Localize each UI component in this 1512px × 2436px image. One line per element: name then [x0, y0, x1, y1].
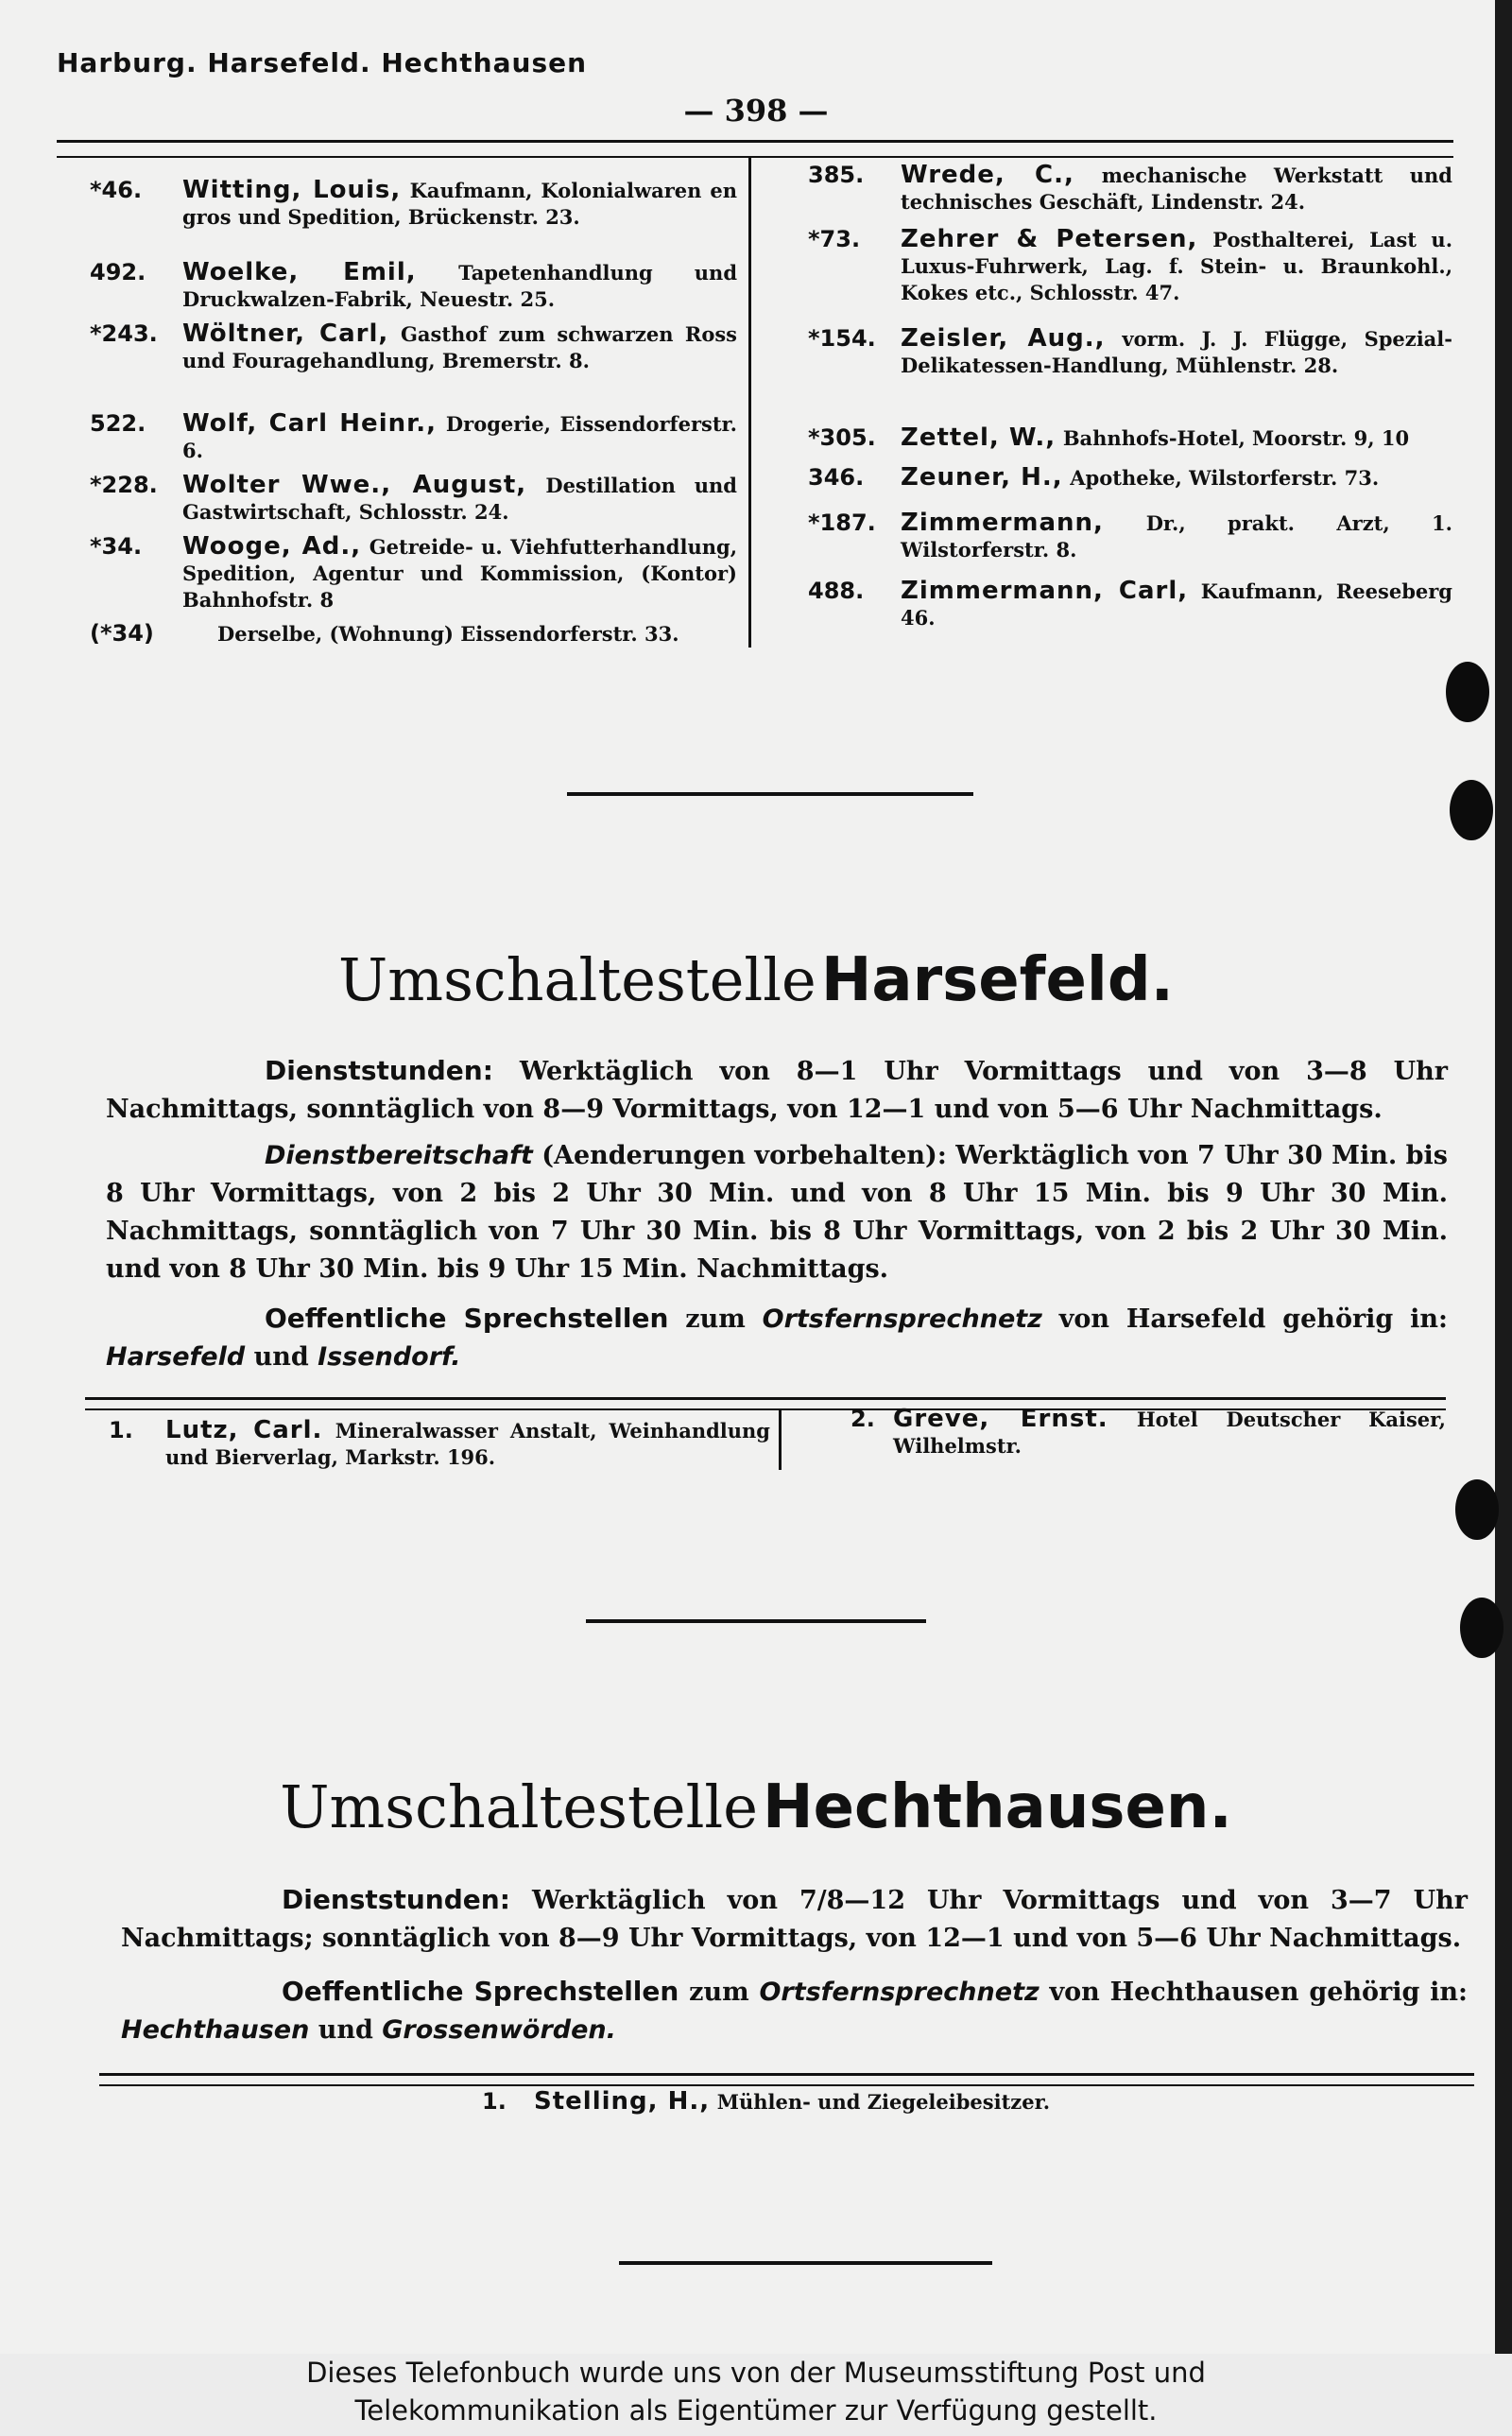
section-separator	[619, 2261, 992, 2265]
list-item	[90, 178, 737, 231]
harsefeld-sprechstellen	[106, 1300, 1448, 1376]
entry-description: vorm. J. J. Flügge, Spezial-Delikatessen-Handlung, Mühlenstr. 28.	[901, 327, 1452, 377]
binding-hole	[1446, 662, 1489, 722]
top-rule	[57, 140, 1453, 143]
entry-number: 385.	[808, 162, 865, 188]
title-heavy: Hechthausen.	[763, 1772, 1232, 1842]
column-divider	[748, 156, 751, 648]
entry-name: Woelke, Emil,	[182, 258, 417, 286]
footer-credit	[0, 2354, 1512, 2436]
label: Oeffentliche Sprechstellen	[265, 1303, 669, 1334]
entry-description: Mühlen- und Ziegeleibesitzer.	[716, 2090, 1051, 2114]
entry-description: Posthalterei, Last u. Luxus-Fuhrwerk, Lag. f. Stein- u. Braunkohl., Kokes etc., Schlosstr. 47.	[901, 228, 1453, 304]
top-rule-thin	[57, 156, 1453, 158]
running-head: Harburg. Harsefeld. Hechthausen	[57, 47, 588, 78]
list-item	[808, 510, 1452, 563]
entry-name: Witting, Louis,	[182, 176, 402, 204]
binding-hole	[1450, 780, 1493, 840]
entry-number: 1.	[482, 2088, 507, 2115]
entry-description: Apotheke, Wilstorferstr. 73.	[1070, 466, 1380, 490]
section-separator	[567, 792, 973, 796]
entry-number: (*34)	[90, 620, 154, 647]
text: und	[253, 1342, 309, 1372]
binding-hole	[1460, 1598, 1503, 1658]
list-item	[90, 260, 737, 313]
entry-number: *228.	[90, 472, 158, 498]
entry-description: Kaufmann, Kolonialwaren en gros und Spedition, Brückenstr. 23.	[182, 179, 737, 229]
place: Harsefeld	[106, 1342, 246, 1372]
footer-line: Telekommunikation als Eigentümer zur Verfügung gestellt.	[354, 2394, 1158, 2427]
text: (Aenderungen vorbehalten): Werktäglich von 7 Uhr 30 Min. bis 8 Uhr Vormittags, von 2 bis 2 Uhr 30 Min. und von 8 Uhr 15 Min. bis 9 Uhr 30 Min. Nachmittags, sonntäglich von 7 Uhr 30 Min. bis 8 Uhr Vormittags, von 2 bis 2 Uhr 30 Min. und von 8 Uhr 30 Min. bis 9 Uhr 15 Min. Nachmittags.	[106, 1141, 1449, 1284]
entry-number: 2.	[850, 1406, 875, 1432]
entry-number: *46.	[90, 177, 143, 203]
entry-name: Wöltner, Carl,	[182, 320, 389, 348]
network-name: Ortsfernsprechnetz	[762, 1304, 1042, 1334]
entry-name: Stelling, H.,	[534, 2087, 711, 2116]
harsefeld-rule	[85, 1397, 1446, 1400]
list-item	[808, 425, 1452, 452]
entry-description: Kaufmann, Reeseberg 46.	[901, 579, 1452, 630]
entry-number: 346.	[808, 464, 865, 491]
entry-number: *187.	[808, 510, 876, 536]
entry-number: *305.	[808, 424, 876, 451]
label: Oeffentliche Sprechstellen	[282, 1976, 679, 2007]
place: Hechthausen	[121, 2015, 310, 2045]
entry-number: 522.	[90, 410, 146, 437]
list-item	[109, 1418, 770, 1471]
place: Grossenwörden.	[382, 2015, 616, 2045]
entry-name: Zimmermann,	[901, 509, 1104, 537]
title-heavy: Harsefeld.	[820, 945, 1174, 1015]
entry-number: *34.	[90, 533, 143, 560]
entry-name: Zeuner, H.,	[901, 463, 1063, 492]
title-light: Umschaltestelle	[338, 945, 816, 1014]
entry-name: Zimmermann, Carl,	[901, 577, 1189, 605]
entry-name: Lutz, Carl.	[165, 1416, 323, 1444]
harsefeld-dienststunden	[106, 1052, 1448, 1129]
entry-number: 492.	[90, 259, 146, 285]
entry-number: 1.	[109, 1417, 133, 1443]
binding-hole	[1455, 1479, 1499, 1540]
label: Dienststunden:	[265, 1055, 493, 1086]
entry-description: Bahnhofs-Hotel, Moorstr. 9, 10	[1062, 426, 1410, 450]
entry-name: Zeisler, Aug.,	[901, 324, 1106, 353]
text: Werktäglich von 8—1 Uhr Vormittags und von 3—8 Uhr Nachmittags, sonntäglich von 8—9 Vormittags, von 12—1 und von 5—6 Uhr Nachmittags.	[106, 1057, 1448, 1124]
network-name: Ortsfernsprechnetz	[759, 1978, 1040, 2007]
entry-number: *73.	[808, 226, 861, 252]
list-item	[808, 227, 1452, 306]
entry-name: Greve, Ernst.	[893, 1405, 1108, 1433]
label: Dienstbereitschaft	[265, 1141, 533, 1170]
list-item	[90, 321, 737, 374]
entry-description: Dr., prakt. Arzt, 1. Wilstorferstr. 8.	[901, 511, 1452, 561]
entry-description: Mineralwasser Anstalt, Weinhandlung und Bierverlag, Markstr. 196.	[165, 1419, 770, 1469]
hechthausen-rule-thin	[99, 2084, 1474, 2086]
entry-name: Wooge, Ad.,	[182, 532, 362, 561]
entry-name: Wrede, C.,	[901, 161, 1074, 189]
entry-name: Wolter Wwe., August,	[182, 471, 527, 499]
list-item	[90, 411, 737, 464]
list-item	[808, 465, 1452, 492]
entry-name: Zehrer & Petersen,	[901, 225, 1198, 253]
entry-number: 488.	[808, 578, 865, 604]
list-item	[850, 1407, 1446, 1460]
text: zum	[689, 1978, 749, 2007]
list-item	[808, 163, 1452, 216]
hechthausen-rule	[99, 2073, 1474, 2076]
hechthausen-dienststunden	[121, 1881, 1468, 1958]
harsefeld-dienstbereitschaft	[106, 1137, 1448, 1288]
page-edge	[1495, 0, 1512, 2354]
text: zum	[685, 1304, 746, 1334]
page-number: — 398 —	[683, 93, 829, 129]
entry-description: Destillation und Gastwirtschaft, Schlosstr. 24.	[182, 474, 737, 524]
entry-description: Hotel Deutscher Kaiser, Wilhelmstr.	[893, 1408, 1446, 1458]
label: Dienststunden:	[282, 1884, 510, 1915]
hechthausen-sprechstellen	[121, 1973, 1468, 2049]
text: von Hechthausen gehörig in:	[1049, 1978, 1469, 2007]
list-item	[90, 473, 737, 526]
text: und	[318, 2015, 373, 2045]
text: von Harsefeld gehörig in:	[1058, 1304, 1449, 1334]
section-title-harsefeld	[0, 945, 1512, 1015]
entry-number: *154.	[808, 325, 876, 352]
list-item	[808, 579, 1452, 631]
list-item	[90, 621, 751, 648]
place: Issendorf.	[318, 1342, 461, 1372]
entry-description: mechanische Werkstatt und technisches Geschäft, Lindenstr. 24.	[901, 164, 1452, 214]
entry-name: Zettel, W.,	[901, 423, 1057, 452]
list-item	[482, 2089, 1332, 2116]
list-item	[90, 534, 737, 613]
entry-description: Gasthof zum schwarzen Ross und Fouragehandlung, Bremerstr. 8.	[182, 322, 737, 372]
entry-number: *243.	[90, 320, 158, 347]
entry-description: Getreide- u. Viehfutterhandlung, Spedition, Agentur und Kommission, (Kontor) Bahnhofstr. 8	[182, 535, 737, 612]
list-item	[808, 326, 1452, 379]
entry-name: Wolf, Carl Heinr.,	[182, 409, 437, 438]
column-divider	[779, 1408, 782, 1470]
footer-line: Dieses Telefonbuch wurde uns von der Museumsstiftung Post und	[306, 2357, 1206, 2389]
entry-description: Drogerie, Eissendorferstr. 6.	[182, 412, 737, 462]
title-light: Umschaltestelle	[280, 1772, 758, 1841]
text: Werktäglich von 7/8—12 Uhr Vormittags und von 3—7 Uhr Nachmittags; sonntäglich von 8—9 Uhr Vormittags, von 12—1 und von 5—6 Uhr Nachmittags.	[121, 1886, 1468, 1953]
section-separator	[586, 1619, 926, 1623]
section-title-hechthausen	[0, 1772, 1512, 1842]
entry-description: Tapetenhandlung und Druckwalzen-Fabrik, Neuestr. 25.	[182, 261, 737, 311]
entry-description: Derselbe, (Wohnung) Eissendorferstr. 33.	[217, 622, 679, 646]
